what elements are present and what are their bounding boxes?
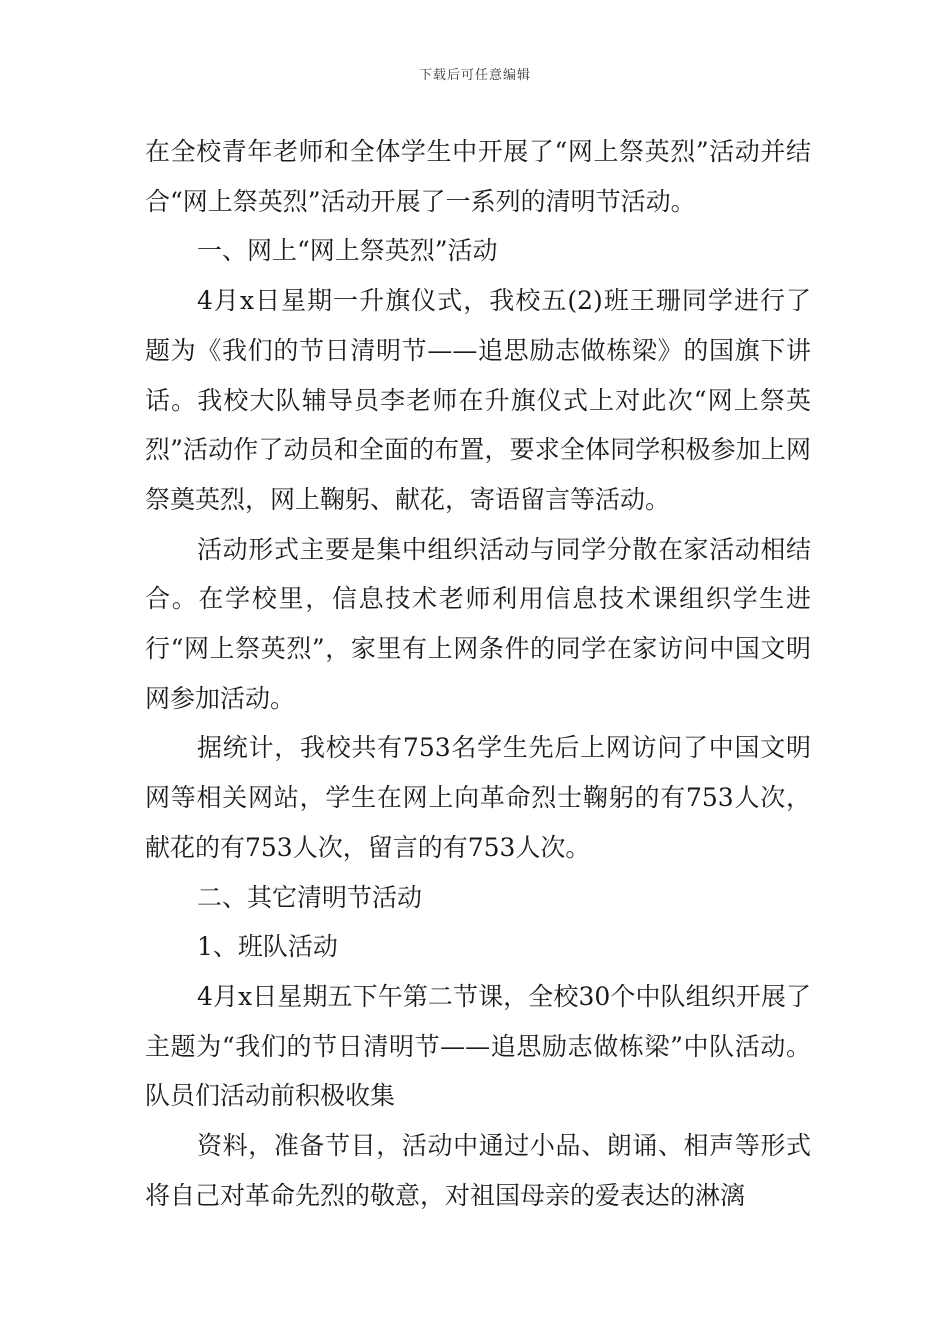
paragraph-materials: 资料，准备节目，活动中通过小品、朗诵、相声等形式将自己对革命先烈的敬意，对祖国母亲的爱表达的淋漓 [145,1131,811,1210]
paragraph-flag-ceremony: 4月x日星期一升旗仪式，我校五(2)班王珊同学进行了题为《我们的节日清明节——追思励志做栋梁》的国旗下讲话。我校大队辅导员李老师在升旗仪式上对此次“网上祭英烈”活动作了动员和全面的布置，要求全体同学积极参加上网祭奠英烈，网上鞠躬、献花，寄语留言等活动。 [145,286,811,514]
heading-section-2: 二、其它清明节活动 [197,882,423,912]
document-body [145,127,811,1220]
paragraph-intro: 在全校青年老师和全体学生中开展了“网上祭英烈”活动并结合“网上祭英烈”活动开展了一系列的清明节活动。 [145,137,811,216]
paragraph-activity-form: 活动形式主要是集中组织活动与同学分散在家活动相结合。在学校里，信息技术老师利用信息技术课组织学生进行“网上祭英烈”，家里有上网条件的同学在家访问中国文明网参加活动。 [145,534,811,713]
paragraph-class-activity: 4月x日星期五下午第二节课，全校30个中队组织开展了主题为“我们的节日清明节——追思励志做栋梁”中队活动。队员们活动前积极收集 [145,981,811,1111]
heading-subsection-1: 1、班队活动 [197,932,338,962]
page-header-note: 下载后可任意编辑 [418,68,531,83]
paragraph-statistics: 据统计，我校共有753名学生先后上网访问了中国文明网等相关网站，学生在网上向革命烈士鞠躬的有753人次，献花的有753人次，留言的有753人次。 [145,733,811,862]
heading-section-1: 一、网上“网上祭英烈”活动 [197,236,498,266]
